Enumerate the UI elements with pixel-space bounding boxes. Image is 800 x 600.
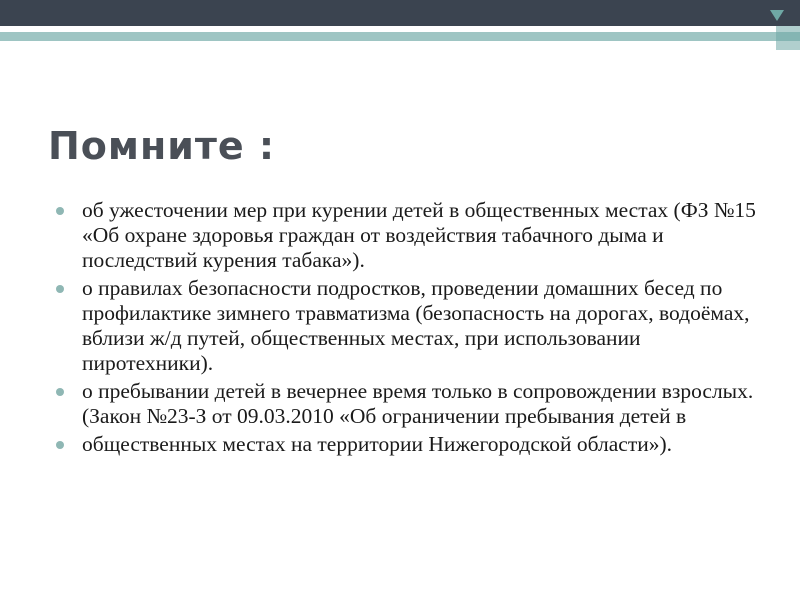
list-item (56, 198, 776, 273)
corner-triangle-icon (770, 10, 784, 21)
list-item (56, 276, 776, 376)
corner-accent (776, 26, 800, 50)
bullet-icon (56, 285, 64, 293)
bullet-text: об ужесточении мер при курении детей в общественных местах (ФЗ №15 «Об охране здоровья граждан от воздействия табачного дыма и последствий курения табака»). (82, 198, 756, 272)
bullet-text: о пребывании детей в вечернее время только в сопровождении взрослых. (Закон №23-З от 09.03.2010 «Об ограничении пребывания детей в (82, 379, 754, 428)
list-item (56, 432, 776, 457)
bullet-icon (56, 441, 64, 449)
bullet-text: о правилах безопасности подростков, проведении домашних бесед по профилактике зимнего травматизма (безопасность на дорогах, водоёмах, вблизи ж/д путей, общественных местах, при использовании пиротехники). (82, 276, 750, 375)
bullet-text: общественных местах на территории Нижегородской области»). (82, 432, 673, 456)
bullet-list (56, 198, 776, 460)
bullet-icon (56, 207, 64, 215)
top-bar (0, 0, 800, 26)
accent-bar (0, 32, 800, 41)
slide-title: Помните : (48, 124, 276, 168)
bullet-icon (56, 388, 64, 396)
list-item (56, 379, 776, 429)
